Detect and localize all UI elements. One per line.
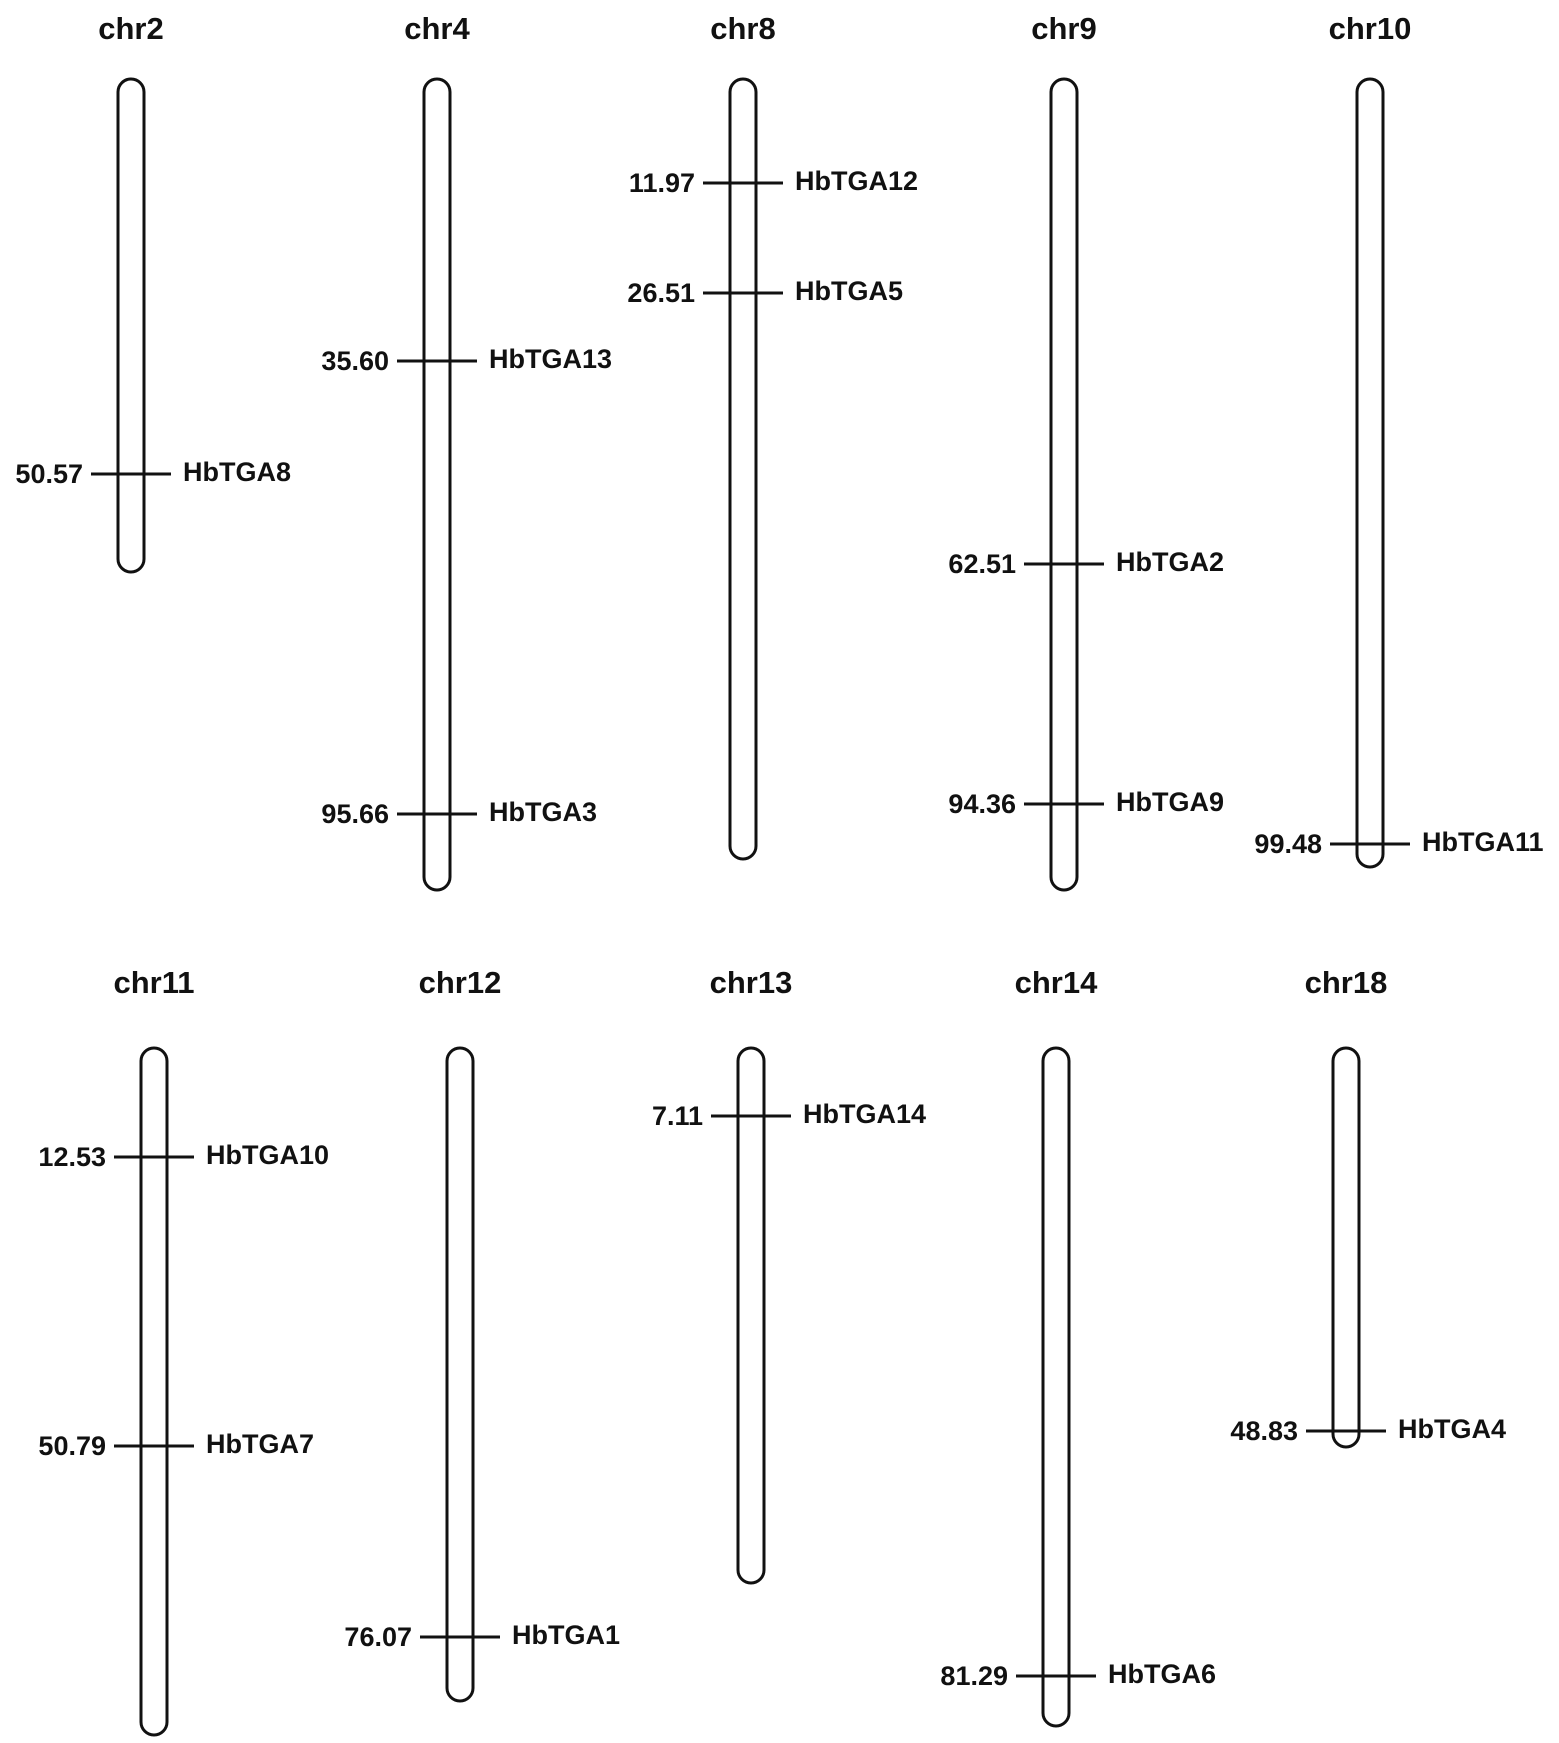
gene-name-label: HbTGA12 xyxy=(795,166,919,197)
chromosome-title: chr4 xyxy=(404,11,470,47)
chromosome-body xyxy=(141,1048,167,1735)
gene-name-label: HbTGA10 xyxy=(206,1140,330,1171)
chromosome-title: chr8 xyxy=(710,11,776,47)
gene-name-label: HbTGA11 xyxy=(1422,827,1544,858)
gene-name-label: HbTGA3 xyxy=(489,797,597,828)
chromosome-body xyxy=(1051,79,1077,890)
marker-position-label: 99.48 xyxy=(1254,829,1322,860)
chromosome-chr12 xyxy=(344,965,620,1701)
chromosome-chr4 xyxy=(321,11,612,890)
chromosome-chr13 xyxy=(652,965,926,1583)
gene-name-label: HbTGA7 xyxy=(206,1429,314,1460)
marker-position-label: 50.79 xyxy=(38,1431,106,1462)
chromosome-body xyxy=(730,79,756,859)
chromosome-title: chr10 xyxy=(1328,11,1412,47)
gene-name-label: HbTGA9 xyxy=(1116,787,1224,818)
gene-name-label: HbTGA5 xyxy=(795,276,903,307)
chromosome-title: chr13 xyxy=(709,965,793,1001)
chromosome-chr10 xyxy=(1254,11,1543,867)
gene-name-label: HbTGA1 xyxy=(512,1620,620,1651)
marker-position-label: 76.07 xyxy=(344,1622,412,1653)
chromosome-title: chr9 xyxy=(1031,11,1097,47)
gene-name-label: HbTGA2 xyxy=(1116,547,1224,578)
marker-position-label: 50.57 xyxy=(15,459,83,490)
chromosome-body xyxy=(424,79,450,890)
chromosome-title: chr11 xyxy=(113,965,195,1001)
gene-name-label: HbTGA14 xyxy=(803,1099,927,1130)
chromosome-chr14 xyxy=(940,965,1216,1726)
gene-name-label: HbTGA13 xyxy=(489,344,613,375)
marker-position-label: 35.60 xyxy=(321,346,389,377)
chromosome-title: chr2 xyxy=(98,11,164,47)
chromosome-chr9 xyxy=(948,11,1224,890)
chromosome-chr8 xyxy=(627,11,918,859)
marker-position-label: 62.51 xyxy=(948,549,1016,580)
gene-name-label: HbTGA4 xyxy=(1398,1414,1506,1445)
marker-position-label: 94.36 xyxy=(948,789,1016,820)
chromosome-body xyxy=(118,79,144,572)
marker-position-label: 7.11 xyxy=(651,1101,703,1132)
chromosome-chr2 xyxy=(15,11,291,572)
chromosome-chr18 xyxy=(1230,965,1506,1447)
chromosome-title: chr18 xyxy=(1304,965,1388,1001)
chromosome-body xyxy=(447,1048,473,1701)
marker-position-label: 95.66 xyxy=(321,799,389,830)
chromosome-body xyxy=(1333,1048,1359,1447)
gene-name-label: HbTGA6 xyxy=(1108,1659,1216,1690)
chromosome-body xyxy=(1043,1048,1069,1726)
chromosome-chr11 xyxy=(38,965,329,1735)
chromosome-title: chr14 xyxy=(1014,965,1098,1001)
chromosome-body xyxy=(738,1048,764,1583)
marker-position-label: 11.97 xyxy=(628,168,695,199)
marker-position-label: 81.29 xyxy=(940,1661,1008,1692)
gene-name-label: HbTGA8 xyxy=(183,457,291,488)
marker-position-label: 26.51 xyxy=(627,278,695,309)
chromosome-title: chr12 xyxy=(418,965,502,1001)
chromosome-body xyxy=(1357,79,1383,867)
marker-position-label: 48.83 xyxy=(1230,1416,1298,1447)
marker-position-label: 12.53 xyxy=(38,1142,106,1173)
